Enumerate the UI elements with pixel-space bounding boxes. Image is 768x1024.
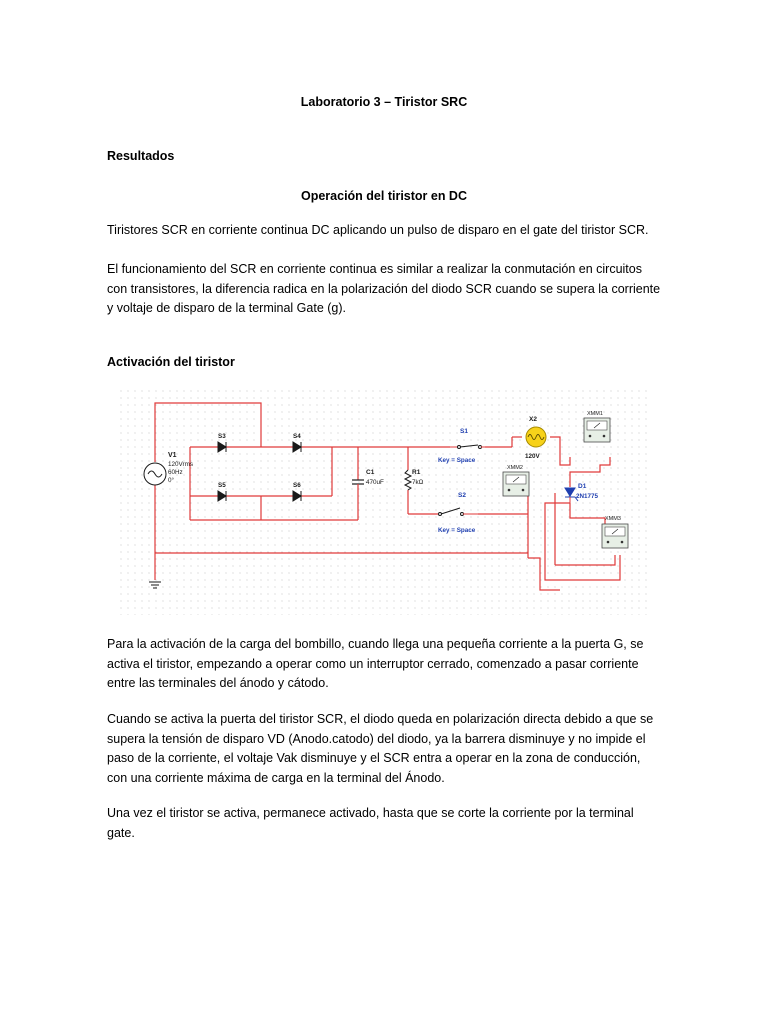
paragraph-1: Tiristores SCR en corriente continua DC aplicando un pulso de disparo en el gate del tiristor SCR.: [107, 223, 649, 237]
xmm2-label: XMM2: [507, 465, 523, 471]
paragraph-5-line: gate.: [107, 825, 135, 840]
paragraph-2: [107, 260, 677, 319]
multimeter-xmm3: [602, 524, 628, 548]
s6-label: S6: [293, 482, 301, 489]
paragraph-3-line: Para la activación de la carga del bombillo, cuando llega una pequeña corriente a la puerta G, se: [107, 637, 644, 651]
s2-label: S2: [458, 492, 466, 499]
paragraph-3-line: activa el tiristor, empezando a operar como un interruptor cerrado, comenzado a pasar corriente: [107, 656, 639, 671]
lamp-x2: [526, 427, 546, 447]
r1-label: R1: [412, 469, 421, 476]
v1-rating: 0°: [168, 477, 175, 484]
xmm3-label: XMM3: [605, 516, 621, 522]
s5-label: S5: [218, 482, 226, 489]
paragraph-4-line: con una corriente máxima de carga en la terminal del Ánodo.: [107, 770, 445, 785]
section-heading-results: Resultados: [107, 149, 175, 163]
multimeter-xmm1: [584, 418, 610, 442]
s2-key: Key = Space: [438, 527, 476, 534]
s3-label: S3: [218, 433, 226, 440]
xmm1-label: XMM1: [587, 411, 603, 417]
x2-value: 120V: [525, 453, 540, 460]
d1-label: D1: [578, 483, 587, 490]
multimeter-xmm2: [503, 472, 529, 496]
circuit-schematic: [120, 390, 650, 615]
document-title: Laboratorio 3 – Tiristor SRC: [300, 95, 468, 109]
s1-label: S1: [460, 428, 468, 435]
paragraph-5: [107, 804, 677, 843]
paragraph-3: [107, 635, 677, 694]
d1-part: 2N1775: [576, 493, 599, 500]
paragraph-3-line: entre las terminales del ánodo y cátodo.: [107, 676, 329, 691]
section-subtitle: Operación del tiristor en DC: [300, 189, 467, 203]
s4-label: S4: [293, 433, 301, 440]
paragraph-2-line: El funcionamiento del SCR en corriente continua es similar a realizar la conmutación en circuitos: [107, 262, 642, 276]
v1-label: V1: [168, 452, 177, 459]
paragraph-4-line: Cuando se activa la puerta del tiristor SCR, el diodo queda en polarización directa debido a que se: [107, 712, 654, 726]
v1-rating: 60Hz: [168, 469, 183, 476]
paragraph-4-line: paso de la corriente, el voltaje Vak disminuye y el SCR entra a operar en la zona de conducción,: [107, 751, 641, 766]
s1-key: Key = Space: [438, 457, 476, 464]
paragraph-5-line: Una vez el tiristor se activa, permanece activado, hasta que se corte la corriente por la terminal: [107, 806, 634, 820]
paragraph-4: [107, 710, 677, 788]
x2-label: X2: [529, 416, 537, 423]
c1-label: C1: [366, 469, 375, 476]
paragraph-4-line: supera la tensión de disparo VD (Anodo.catodo) del diodo, ya la barrera disminuye y no impide el: [107, 731, 646, 746]
paragraph-2-line: con transistores, la diferencia radica en la polarización del diodo SCR cuando se supera la corriente: [107, 281, 661, 296]
c1-value: 470uF: [366, 479, 384, 486]
r1-value: 7kΩ: [412, 479, 424, 486]
section-heading-activation: Activación del tiristor: [107, 355, 235, 369]
paragraph-2-line: y voltaje de disparo de la terminal Gate (g).: [107, 301, 347, 316]
v1-rating: 120Vrms: [168, 461, 193, 468]
